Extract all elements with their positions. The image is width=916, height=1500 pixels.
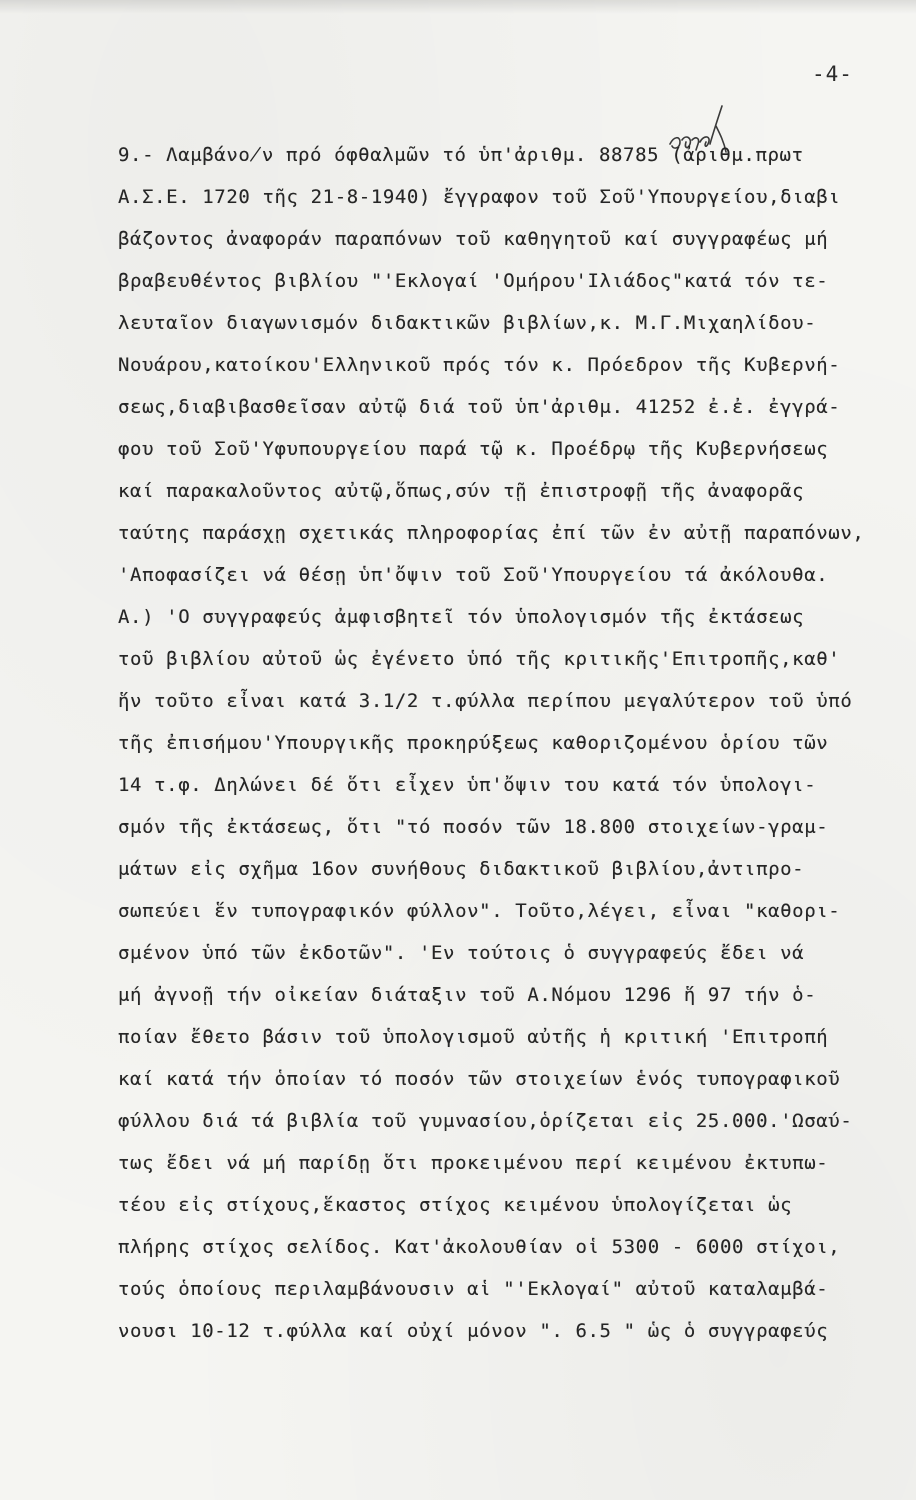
text-line-25: τως ἔδει νά μή παρίδῃ ὅτι προκειμένου περί κειμένου ἐκτυπω- [118,1152,829,1174]
scan-edge-shadow [0,0,916,14]
text-line-19: σωπεύει ἕν τυπογραφικόν φύλλον". Τοῦτο,λέγει, εἶναι "καθορι- [118,900,841,922]
page-number: -4- [812,62,853,86]
text-line-7: σεως,διαβιβασθεῖσαν αὐτῷ διά τοῦ ὑπ'ἀριθμ. 41252 ἐ.ἐ. ἐγγρά- [118,396,841,418]
text-line-23: καί κατά τήν ὁποίαν τό ποσόν τῶν στοιχείων ἑνός τυπογραφικοῦ [118,1068,841,1090]
text-line-12: Α.) 'Ο συγγραφεύς ἀμφισβητεῖ τόν ὑπολογισμόν τῆς ἐκτάσεως [118,606,805,628]
text-line-1: 9.- Λαμβάνο̸ν πρό όφθαλμῶν τό ὑπ'ἀριθμ. 88785 (ἀριθμ.πρωτ [118,144,804,166]
text-line-14: ἥν τοῦτο εἶναι κατά 3.1/2 τ.φύλλα περίπου μεγαλύτερον τοῦ ὑπό [118,690,853,712]
text-line-21: μή ἀγνοῇ τήν οἰκείαν διάταξιν τοῦ Α.Νόμου 1296 ἥ 97 τήν ὁ- [118,984,817,1006]
text-line-2: Α.Σ.Ε. 1720 τῆς 21-8-1940) ἔγγραφον τοῦ Σοῦ'Υπουργείου,διαβι [118,186,841,208]
text-line-5: λευταῖον διαγωνισμόν διδακτικῶν βιβλίων,κ. Μ.Γ.Μιχαηλίδου- [118,312,817,334]
text-line-3: βάζοντος ἀναφοράν παραπόνων τοῦ καθηγητοῦ καί συγγραφέως μή [118,228,829,250]
text-line-13: τοῦ βιβλίου αὐτοῦ ὡς ἐγένετο ὑπό τῆς κριτικῆς'Επιτροπῆς,καθ' [118,648,841,670]
text-line-11: 'Αποφασίζει νά θέσῃ ὑπ'ὄψιν τοῦ Σοῦ'Υπουργείου τά ἀκόλουθα. [118,564,829,586]
text-line-26: τέου εἰς στίχους,ἕκαστος στίχος κειμένου ὑπολογίζεται ὡς [118,1194,793,1216]
text-line-18: μάτων εἰς σχῆμα 16ον συνήθους διδακτικοῦ βιβλίου,ἀντιπρο- [118,858,805,880]
text-line-17: σμόν τῆς ἐκτάσεως, ὅτι "τό ποσόν τῶν 18.800 στοιχείων-γραμ- [118,816,829,838]
text-line-28: τούς ὁποίους περιλαμβάνουσιν αἱ "'Εκλογαί" αὐτοῦ καταλαμβά- [118,1278,829,1300]
text-line-4: βραβευθέντος βιβλίου "'Εκλογαί 'Ομήρου'Ιλιάδος"κατά τόν τε- [118,270,829,292]
text-line-6: Νουάρου,κατοίκου'Ελληνικοῦ πρός τόν κ. Πρόεδρον τῆς Κυβερνή- [118,354,841,376]
text-line-29: νουσι 10-12 τ.φύλλα καί οὐχί μόνον ". 6.5 " ὡς ὁ συγγραφεύς [118,1320,829,1342]
text-line-20: σμένον ὑπό τῶν ἐκδοτῶν". 'Εν τούτοις ὁ συγγραφεύς ἔδει νά [118,942,805,964]
text-line-24: φύλλου διά τά βιβλία τοῦ γυμνασίου,ὁρίζεται εἰς 25.000.'Ωσαύ- [118,1110,853,1132]
text-line-8: φου τοῦ Σοῦ'Υφυπουργείου παρά τῷ κ. Προέδρῳ τῆς Κυβερνήσεως [118,438,829,460]
text-line-9: καί παρακαλοῦντος αὐτῷ,ὅπως,σύν τῇ ἐπιστροφῇ τῆς ἀναφορᾶς [118,480,805,502]
text-line-27: πλήρης στίχος σελίδος. Κατ'ἀκολουθίαν οἱ 5300 - 6000 στίχοι, [118,1236,841,1258]
text-line-16: 14 τ.φ. Δηλώνει δέ ὅτι εἶχεν ὑπ'ὄψιν του κατά τόν ὑπολογι- [118,774,817,796]
text-line-15: τῆς ἐπισήμου'Υπουργικῆς προκηρύξεως καθοριζομένου ὁρίου τῶν [118,732,829,754]
text-line-10: ταύτης παράσχῃ σχετικάς πληροφορίας ἐπί τῶν ἐν αὐτῇ παραπόνων, [118,522,865,544]
text-line-22: ποίαν ἔθετο βάσιν τοῦ ὑπολογισμοῦ αὐτῆς ἡ κριτική 'Επιτροπή [118,1026,829,1048]
